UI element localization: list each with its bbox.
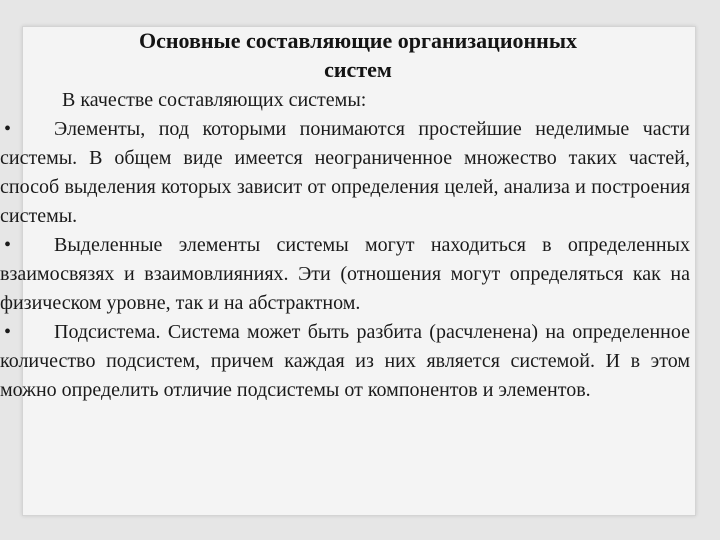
bullet-mark: • — [4, 118, 12, 140]
slide-title-line-2: систем — [324, 57, 392, 82]
bullet-item-relations — [0, 231, 690, 318]
slide-title — [22, 26, 694, 84]
bullet-mark: • — [4, 321, 12, 343]
bullet-text: Подсистема. Система может быть разбита (расчленена) на определенное количество подсистем, причем каждая из них является системой. И в этом можно определить отличие подсистемы от компонентов и элементов. — [0, 321, 690, 401]
bullet-list — [0, 115, 690, 405]
bullet-mark: • — [4, 234, 12, 256]
bullet-item-subsystem — [0, 318, 690, 405]
intro-text: В качестве составляющих системы: — [62, 89, 367, 111]
bullet-text: Выделенные элементы системы могут находиться в определенных взаимосвязях и взаимовлияниях. Эти (отношения могут определяться как на физическом уровне, так и на абстрактном. — [0, 234, 690, 314]
bullet-text: Элементы, под которыми понимаются простейшие неделимые части системы. В общем виде имеется неограниченное множество таких частей, способ выделения которых зависит от определения целей, анализа и построения системы. — [0, 118, 690, 227]
bullet-item-elements — [0, 115, 690, 231]
slide-title-line-1: Основные составляющие организационных — [138, 28, 578, 53]
